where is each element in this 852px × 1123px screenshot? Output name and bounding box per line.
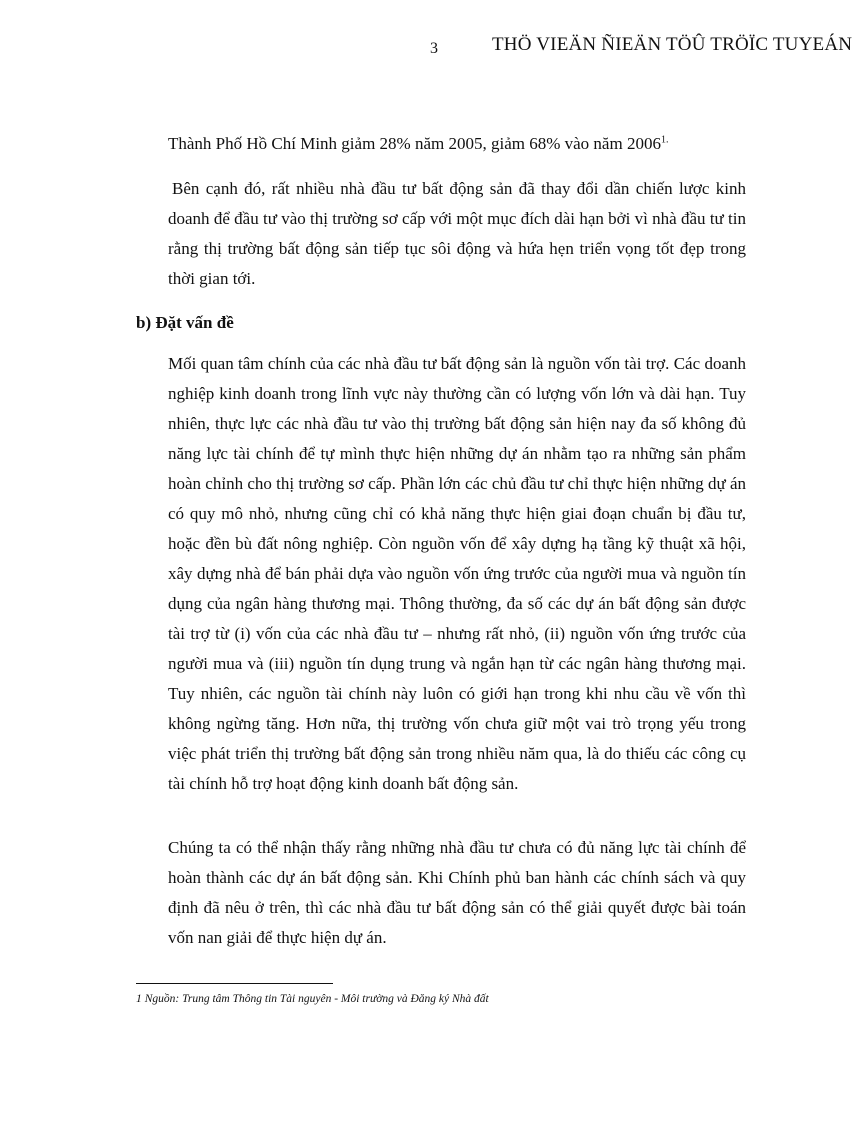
footnote-reference: 1. (660, 134, 669, 146)
paragraph-intro (168, 129, 746, 159)
paragraph-problem: Mối quan tâm chính của các nhà đầu tư bất động sản là nguồn vốn tài trợ. Các doanh nghiệp kinh doanh trong lĩnh vực này thường cần có lượng vốn lớn và dài hạn. Tuy nhiên, thực lực các nhà đầu tư vào thị trường bất động sản hiện nay đa số không đủ năng lực tài chính để tự mình thực hiện những dự án nhằm tạo ra những sản phẩm hoàn chỉnh cho thị trường sơ cấp. Phần lớn các chủ đầu tư chỉ thực hiện những dự án có quy mô nhỏ, nhưng cũng chỉ có khả năng thực hiện giai đoạn chuẩn bị đầu tư, hoặc đền bù đất nông nghiệp. Còn nguồn vốn để xây dựng hạ tầng kỹ thuật xã hội, xây dựng nhà để bán phải dựa vào nguồn vốn ứng trước của người mua và nguồn tín dụng của ngân hàng thương mại. Thông thường, đa số các dự án bất động sản được tài trợ từ (i) vốn của các nhà đầu tư – nhưng rất nhỏ, (ii) nguồn vốn ứng trước của người mua và (iii) nguồn tín dụng trung và ngắn hạn từ các ngân hàng thương mại. Tuy nhiên, các nguồn tài chính này luôn có giới hạn trong khi nhu cầu về vốn thì không ngừng tăng. Hơn nữa, thị trường vốn chưa giữ một vai trò trọng yếu trong việc phát triển thị trường bất động sản trong nhiều năm qua, là do thiếu các công cụ tài chính hỗ trợ hoạt động kinh doanh bất động sản. (168, 354, 746, 793)
paragraph-conclusion: Chúng ta có thể nhận thấy rằng những nhà đầu tư chưa có đủ năng lực tài chính để hoàn thành các dự án bất động sản. Khi Chính phủ ban hành các chính sách và quy định đã nêu ở trên, thì các nhà đầu tư bất động sản có thể giải quyết được bài toán vốn nan giải để thực hiện dự án. (168, 838, 746, 947)
footnote-divider (136, 983, 333, 984)
footnote (136, 993, 489, 1005)
paragraph-intro-text: Thành Phố Hồ Chí Minh giảm 28% năm 2005, giảm 68% vào năm 2006 (168, 134, 661, 153)
paragraph-context: Bên cạnh đó, rất nhiều nhà đầu tư bất động sản đã thay đổi dần chiến lược kinh doanh để đầu tư vào thị trường sơ cấp với một mục đích dài hạn bởi vì nhà đầu tư tin rằng thị trường bất động sản tiếp tục sôi động và hứa hẹn triển vọng tốt đẹp trong thời gian tới. (168, 179, 746, 288)
section-heading: b) Đặt vấn đề (136, 313, 234, 332)
footnote-text: Nguồn: Trung tâm Thông tin Tài nguyên - Môi trường và Đăng ký Nhà đất (144, 993, 489, 1005)
page-number: 3 (430, 40, 438, 57)
footnote-mark: 1 (136, 993, 142, 1005)
running-header: THÖ VIEÄN ÑIEÄN TÖÛ TRÖÏC TUYEÁN (492, 34, 852, 55)
